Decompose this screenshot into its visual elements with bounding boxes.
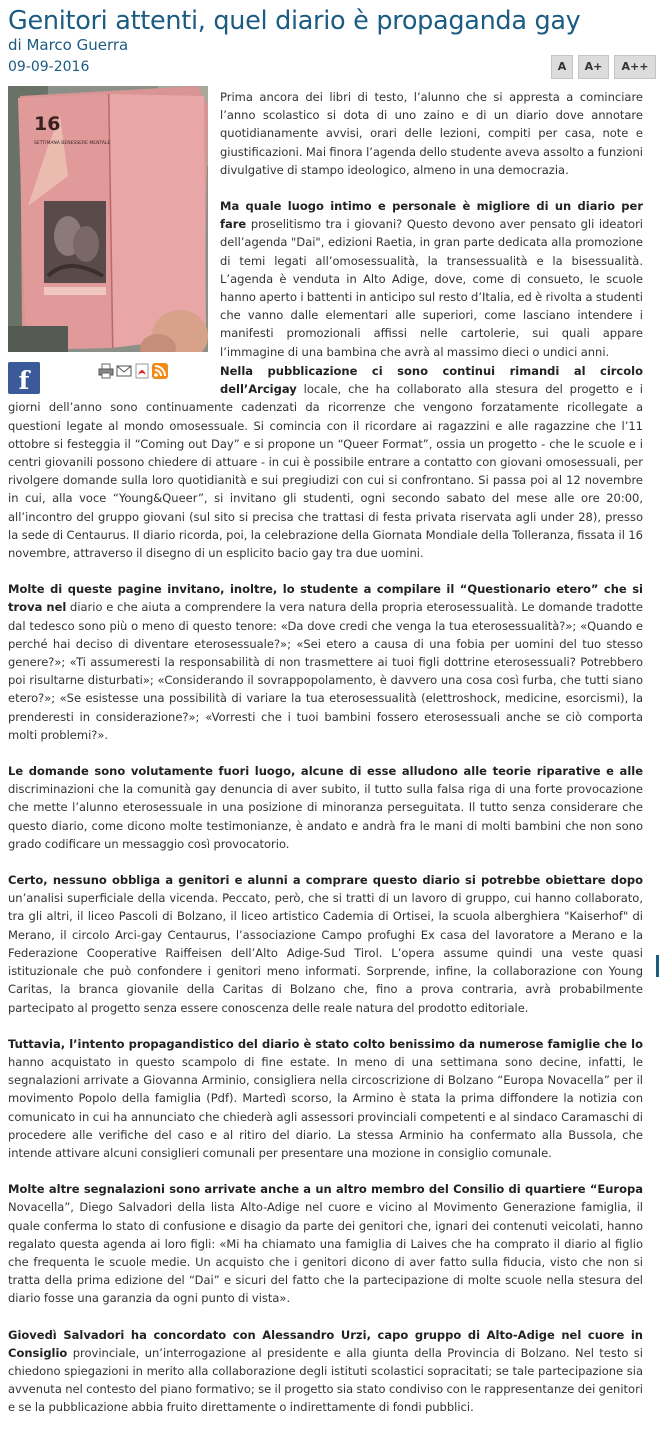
photo-page-number: 16 xyxy=(34,113,61,135)
paragraph: Tuttavia, l’intento propagandistico del diario è stato colto benissimo da numerose famiglie che lo hanno acquistato in questo scampolo di fine estate. In meno di una settimana sono decine, infatti, le segnalazioni arrivate a Giovanna Arminio, consigliera nella circoscrizione di Bolzano “Europa Novacella” per il movimento Popolo della famiglia (Pdf). Martedì scorso, la Armino è stata la prima diffondere la notizia con comunicato in cui ha annunciato che chiederà agli assessori provinciali competenti e al sindaco Caramaschi di procedere alle verifiche del caso e al ritiro del diario. La stessa Arminio ha confermato alla Bussola, che intende attivare alcuni consiglieri comunali per presentare una mozione in consiglio comunale. xyxy=(8,1036,643,1160)
font-size-normal-button[interactable]: A xyxy=(551,55,573,79)
paragraph: Molte altre segnalazioni sono arrivate anche a un altro membro del Consilio di quartiere “Europa Novacella”, Diego Salvadori della lista Alto-Adige nel cuore e vicino al Movimento Generazione famiglia, il quale conferma lo stato di confusione e disagio da parte dei genitori che, ignari dei contenuti veicolati, hanno regalato questa agenda ai loro figli: «Mi ha chiamato una famiglia di Laives che ha comprato il diario al figlio che frequenta le scuole medie. Un acquisto che i genitori dicono di aver fatto sulla fiducia, visto che non si tratta della prima edizione del “Dai” e sicuri del fatto che la partecipazione di molte scuole nella stesura del diario fosse una garanzia da ogni punto di vista». xyxy=(8,1182,643,1306)
paragraph: Prima ancora dei libri di testo, l’alunno che si appresta a cominciare l’anno scolastico si dota di uno zaino e di un diario dove annotare quotidianamente avvisi, orari delle lezioni, compiti per casa, note e giustificazioni. Mai finora l’agenda dello studente aveva assolto a funzioni divulgative di stampo ideologico, almeno in una democrazia. xyxy=(220,90,643,177)
paragraph: Le domande sono volutamente fuori luogo, alcune di esse alludono alle teorie riparative e alle discriminazioni che la comunità gay denuncia di aver subito, il tutto sulla falsa riga di una forte provocazione che mette l’alunno eterosessuale in una posizione di minoranza perseguitata. Il tutto senza considerare che questo diario, come dicono molte testimonianze, è andato e andrà fra le mani di molti bambini che non sono grado codificare un messaggio così provocatorio. xyxy=(8,764,643,851)
paragraph: Ma quale luogo intimo e personale è migliore di un diario per fare proselitismo tra i giovani? Questo devono aver pensato gli ideatori dell’agenda "Dai", edizioni Raetia, in gran parte dedicata alla promozione di temi legati all’omosessualità, la transessualità e la bisessualità. L’agenda è venduta in Alto Adige, dove, come di consueto, le scuole hanno aperto i battenti in anticipo sul resto d’Italia, ed è rivolta a studenti che vanno dalle elementari alle superiori, come lasciano intendere i manifesti promozionali affissi nelle cartolerie, sui quali appare l’immagine di una bambina che avrà al massimo dieci o undici anni. xyxy=(220,199,643,359)
article-title: Genitori attenti, quel diario è propaganda gay xyxy=(8,6,581,36)
photo-page-subtitle: SETTIMANA BENESSERE MENTALE xyxy=(34,141,111,146)
article-author: di Marco Guerra xyxy=(8,36,129,54)
paragraph: Molte di queste pagine invitano, inoltre, lo studente a compilare il “Questionario etero” che si trova nel diario e che aiuta a comprendere la vera natura della propria eterosessualità. Le domande tradotte dal tedesco sono più o meno di questo tenore: «Da dove credi che venga la tua eterosessualità?»; «Quando e perché hai deciso di diventare eterosessuale?»; «Sei etero a causa di una fobia per uomini del tuo stesso genere?»; «Ti assumeresti la responsabilità di non trasmettere ai tuoi figli dottrine eterosessuali? Potrebbero poi risultarne disturbati»; «Considerando il sovrappopolamento, è davvero una cosa così furba, che tutti siano etero?»; «Se esistesse una possibilità di variare la tua eterosessualità (elettroshock, medicine, esorcismi), la prenderesti in considerazione?»; «Vorresti che i tuoi bambini fossero eterosessuali anche se ciò comporta molti problemi?». xyxy=(8,582,643,742)
article-date: 09-09-2016 xyxy=(8,59,90,75)
article-body xyxy=(8,362,643,1435)
article-photo xyxy=(8,86,208,352)
facebook-icon: f xyxy=(18,366,30,394)
paragraph: Certo, nessuno obbliga a genitori e alunni a comprare questo diario si potrebbe obiettare dopo un’analisi superficiale della vicenda. Peccato, però, che si tratti di un lavoro di gruppo, cui hanno collaborato, tra gli altri, il liceo Pascoli di Bolzano, il liceo artistico Cademia di Ortisei, la scuola alberghiera "Kaiserhof" di Merano, il circolo Arci-gay Centaurus, l’associazione Campo profughi Ex casa del lavoratore a Merano e la Federazione Cooperative Raiffeisen dell’Alto Adige-Sud Tirol. L’opera assume quindi una veste quasi istituzionale che può confondere i genitori meno informati. Sorprende, infine, la collaborazione con Young Caritas, la branca giovanile della Caritas di Bolzano che, fino a prova contraria, avrà probabilmente partecipato al progetto senza essere conoscenza delle reale natura del prodotto editoriale. xyxy=(8,873,643,1015)
font-size-xlarge-button[interactable]: A++ xyxy=(614,55,656,79)
paragraph: Nella pubblicazione ci sono continui rimandi al circolo dell’Arcigay locale, che ha collaborato alla stesura del progetto e i giorni dell’anno sono continuamente cadenzati da ricorrenze che vengono forzatamente ricollegate a questioni legate al mondo omosessuale. Si comincia con il ricordare ai ragazzini e alle ragazzine che l’11 ottobre si festeggia il “Coming out Day” e si propone un “Queer Format”, ossia un progetto - che le scuole e i centri giovanili possono chiedere di attuare - in cui è possibile entrare a contatto con giovani omosessuali, per rivolgere domande sulla loro quotidianità e sui pregiudizi con cui si confrontano. Si passa poi al 12 novembre in cui, alla voce “Young&Queer”, si invitano gli studenti, ogni secondo sabato del mese alle ore 20:00, all’incontro del gruppo giovani (sul sito si precisa che trattasi di festa privata riservata agli under 28), presso la sede di Centaurus. Il diario ricorda, poi, la celebrazione della Giornata Mondiale della Tolleranza, fissata il 16 novembre, attraverso il disegno di un esplicito bacio gay tra due uomini. xyxy=(8,364,643,561)
font-size-large-button[interactable]: A+ xyxy=(578,55,609,79)
article-intro xyxy=(220,88,643,379)
paragraph: Giovedì Salvadori ha concordato con Alessandro Urzi, capo gruppo di Alto-Adige nel cuore in Consiglio provinciale, un’interrogazione al presidente e alla giunta della Provincia di Bolzano. Nel testo si chiedono spiegazioni in merito alla collaborazione degli istituti scolastici sopracitati; se tale partecipazione sia avvenuta nel contesto del piano formativo; se il progetto sia stato condiviso con le rappresentanze dei genitori e se la pubblicazione abbia fruito direttamente o indirettamente di fondi pubblici. xyxy=(8,1327,643,1415)
